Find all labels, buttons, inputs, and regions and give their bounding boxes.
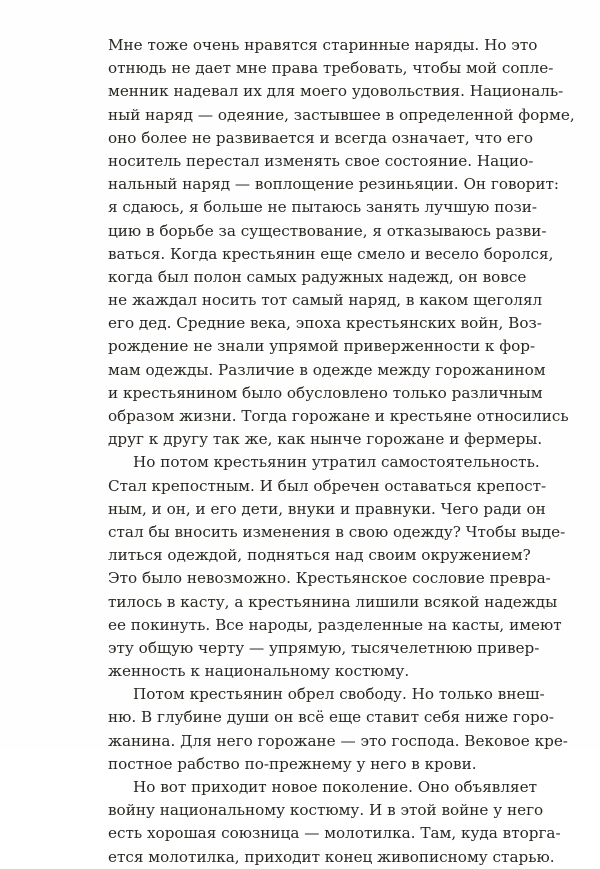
text-line: жанина. Для него горожане — это господа. Вековое кре- <box>108 731 568 750</box>
text-line: литься одеждой, подняться над своим окружением? <box>108 546 531 565</box>
paragraph <box>108 34 575 451</box>
text-line: нальный наряд — воплощение резиньяции. Он говорит: <box>108 175 560 194</box>
text-line: ее покинуть. Все народы, разделенные на касты, имеют <box>108 615 562 634</box>
text-line: отнюдь не дает мне права требовать, чтобы мой сопле- <box>108 59 554 78</box>
text-line: ным, и он, и его дети, внуки и правнуки. Чего ради он <box>108 499 546 518</box>
text-line: эту общую черту — упрямую, тысячелетнюю привер- <box>108 638 540 657</box>
text-line: Потом крестьянин обрел свободу. Но только внеш- <box>133 685 545 704</box>
text-line: не жаждал носить тот самый наряд, в каком щеголял <box>108 291 543 310</box>
paragraph <box>108 683 568 776</box>
text-line: Мне тоже очень нравятся старинные наряды. Но это <box>108 36 538 54</box>
paragraph <box>108 776 561 869</box>
text-line: и крестьянином было обусловлено только различным <box>108 383 543 402</box>
text-line: ваться. Когда крестьянин еще смело и весело боролся, <box>108 244 554 263</box>
body-text <box>108 34 575 869</box>
text-line: Но вот приходит новое поколение. Оно объявляет <box>133 778 537 796</box>
text-line: тилось в касту, а крестьянина лишили всякой надежды <box>108 592 558 611</box>
text-line: стал бы вносить изменения в свою одежду? Чтобы выде- <box>108 522 566 541</box>
text-line: рождение не знали упрямой приверженности к фор- <box>108 337 536 356</box>
text-line: постное рабство по-прежнему у него в крови. <box>108 754 477 773</box>
text-line: Стал крепостным. И был обречен оставаться крепост- <box>108 476 547 495</box>
text-line: менник надевал их для моего удовольствия. Националь- <box>108 82 564 101</box>
text-line: Это было невозможно. Крестьянское сословие превра- <box>108 569 551 588</box>
text-line: мам одежды. Различие в одежде между горожанином <box>108 360 546 379</box>
text-line: женность к национальному костюму. <box>108 662 410 681</box>
text-line: войну национальному костюму. И в этой войне у него <box>108 801 544 820</box>
text-line: оно более не развивается и всегда означает, что его <box>108 128 533 147</box>
text-line: друг к другу так же, как нынче горожане и фермеры. <box>108 430 543 449</box>
text-line: образом жизни. Тогда горожане и крестьяне относились <box>108 407 569 425</box>
paragraph <box>108 451 566 683</box>
text-line: есть хорошая союзница — молотилка. Там, куда вторга- <box>108 824 561 843</box>
text-line: носитель перестал изменять свое состояние. Нацио- <box>108 151 534 170</box>
text-line: я сдаюсь, я больше не пытаюсь занять лучшую пози- <box>108 198 538 217</box>
text-line: ется молотилка, приходит конец живописному старью. <box>108 847 555 866</box>
text-line: цию в борьбе за существование, я отказываюсь разви- <box>108 221 547 240</box>
text-line: когда был полон самых радужных надежд, он вовсе <box>108 267 527 286</box>
text-line: ный наряд — одеяние, застывшее в определенной форме, <box>108 105 575 124</box>
text-line: ню. В глубине души он всё еще ставит себя ниже горо- <box>108 708 555 727</box>
text-line: Но потом крестьянин утратил самостоятельность. <box>133 453 540 472</box>
text-line: его дед. Средние века, эпоха крестьянских войн, Воз- <box>108 314 542 333</box>
